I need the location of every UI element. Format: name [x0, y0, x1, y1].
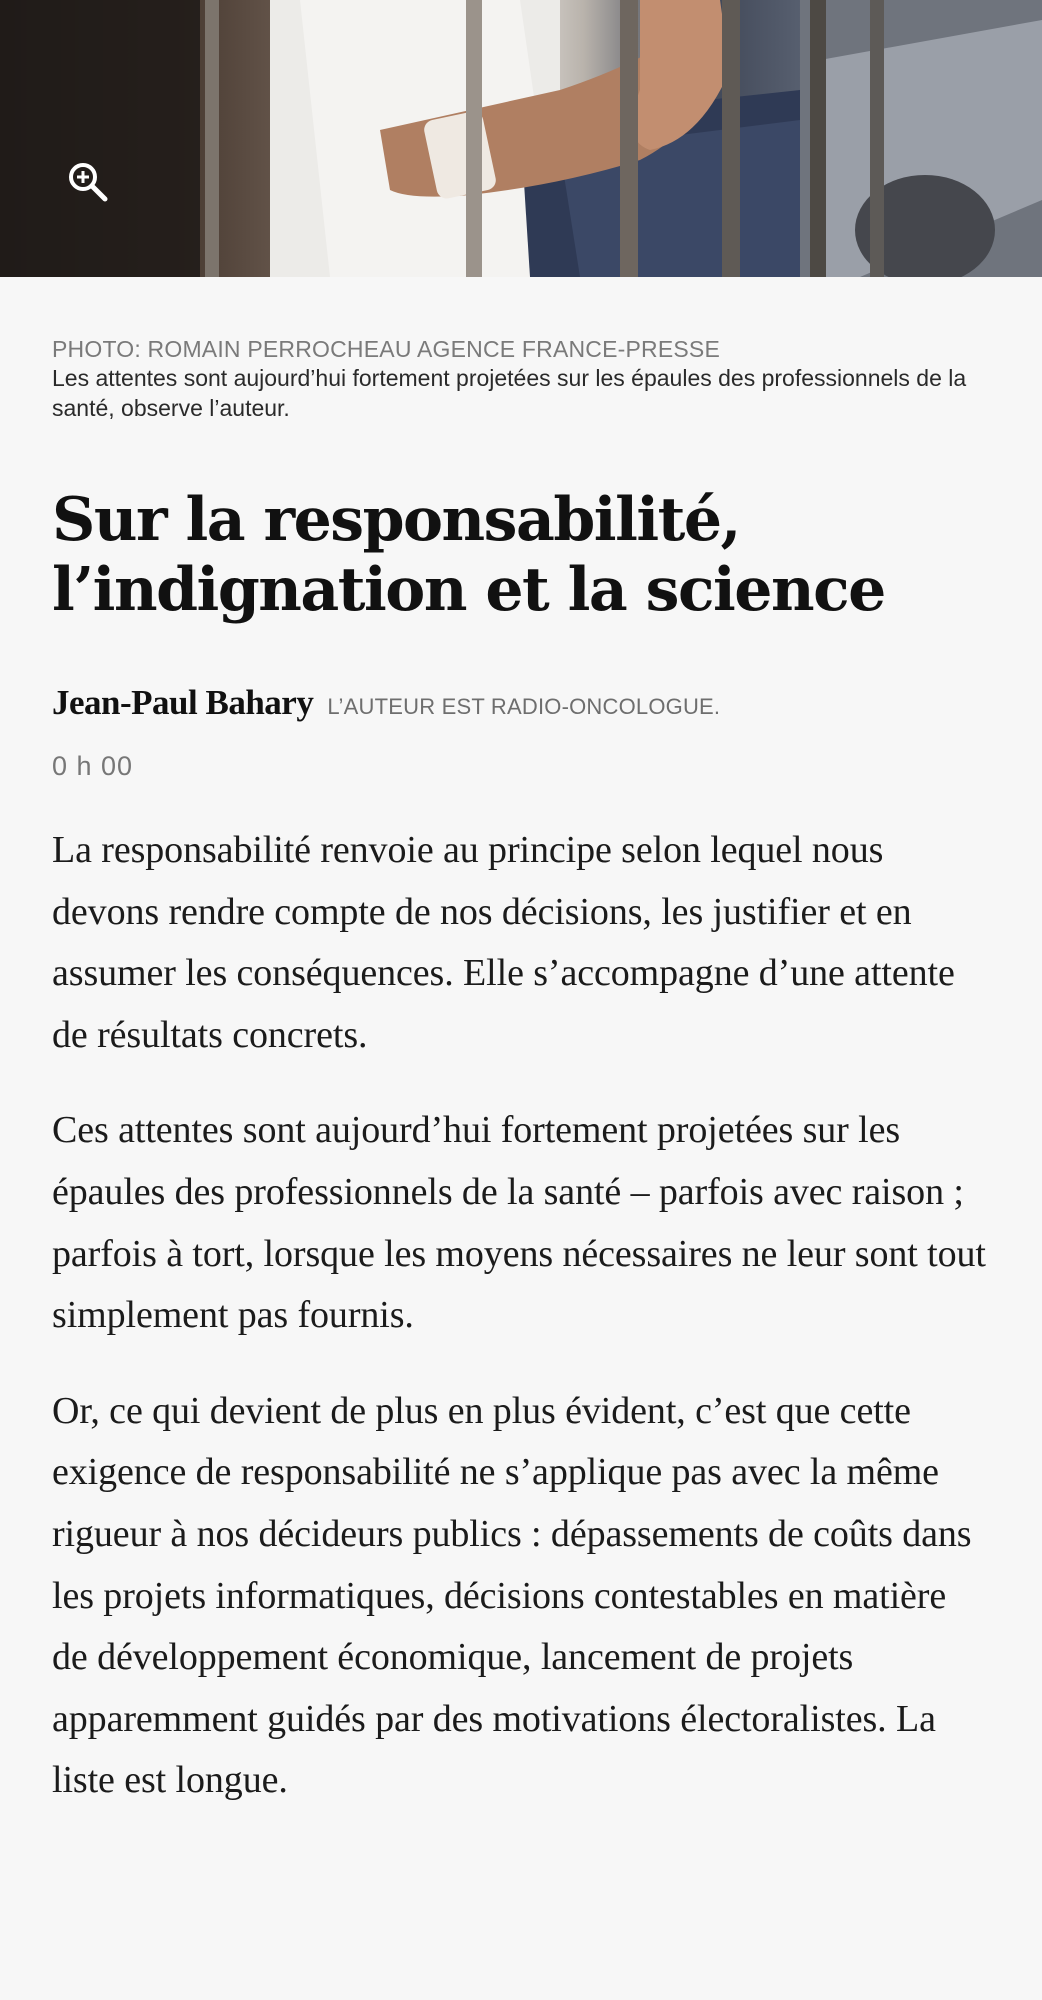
paragraph: Ces attentes sont aujourd’hui fortement projetées sur les épaules des professionnels de la santé – parfois avec raison ; parfois à tort, lorsque les moyens nécessaires ne leur sont tout simplement pas fournis.	[52, 1109, 986, 1337]
author-role: L’AUTEUR EST RADIO-ONCOLOGUE.	[327, 694, 721, 719]
paragraph: La responsabilité renvoie au principe selon lequel nous devons rendre compte de nos décisions, les justifier et en assumer les conséquences. Elle s’accompagne d’une attente de résultats concrets.	[52, 829, 955, 1056]
byline	[52, 683, 990, 723]
article-body	[52, 820, 990, 1812]
photo-credit: PHOTO: ROMAIN PERROCHEAU AGENCE FRANCE-PRESSE	[52, 336, 721, 362]
zoom-in-icon	[66, 160, 110, 204]
zoom-button[interactable]	[66, 160, 114, 208]
publish-time: 0 h 00	[52, 751, 134, 781]
article-title: Sur la responsabilité, l’indignation et la science	[52, 485, 885, 625]
author-name[interactable]: Jean-Paul Bahary	[52, 683, 314, 722]
article-content	[0, 335, 1042, 1812]
photo-caption: Les attentes sont aujourd’hui fortement projetées sur les épaules des professionnels de la santé, observe l’auteur.	[52, 365, 967, 421]
hero-photo-illustration	[0, 0, 1042, 277]
hero-image[interactable]	[0, 0, 1042, 277]
paragraph: Or, ce qui devient de plus en plus évident, c’est que cette exigence de responsabilité ne s’applique pas avec la même rigueur à nos décideurs publics : dépassements de coûts dans les projets informatiques, décisions contestables en matière de développement économique, lancement de projets apparemment guidés par des motivations électoralistes. La liste est longue.	[52, 1389, 972, 1802]
